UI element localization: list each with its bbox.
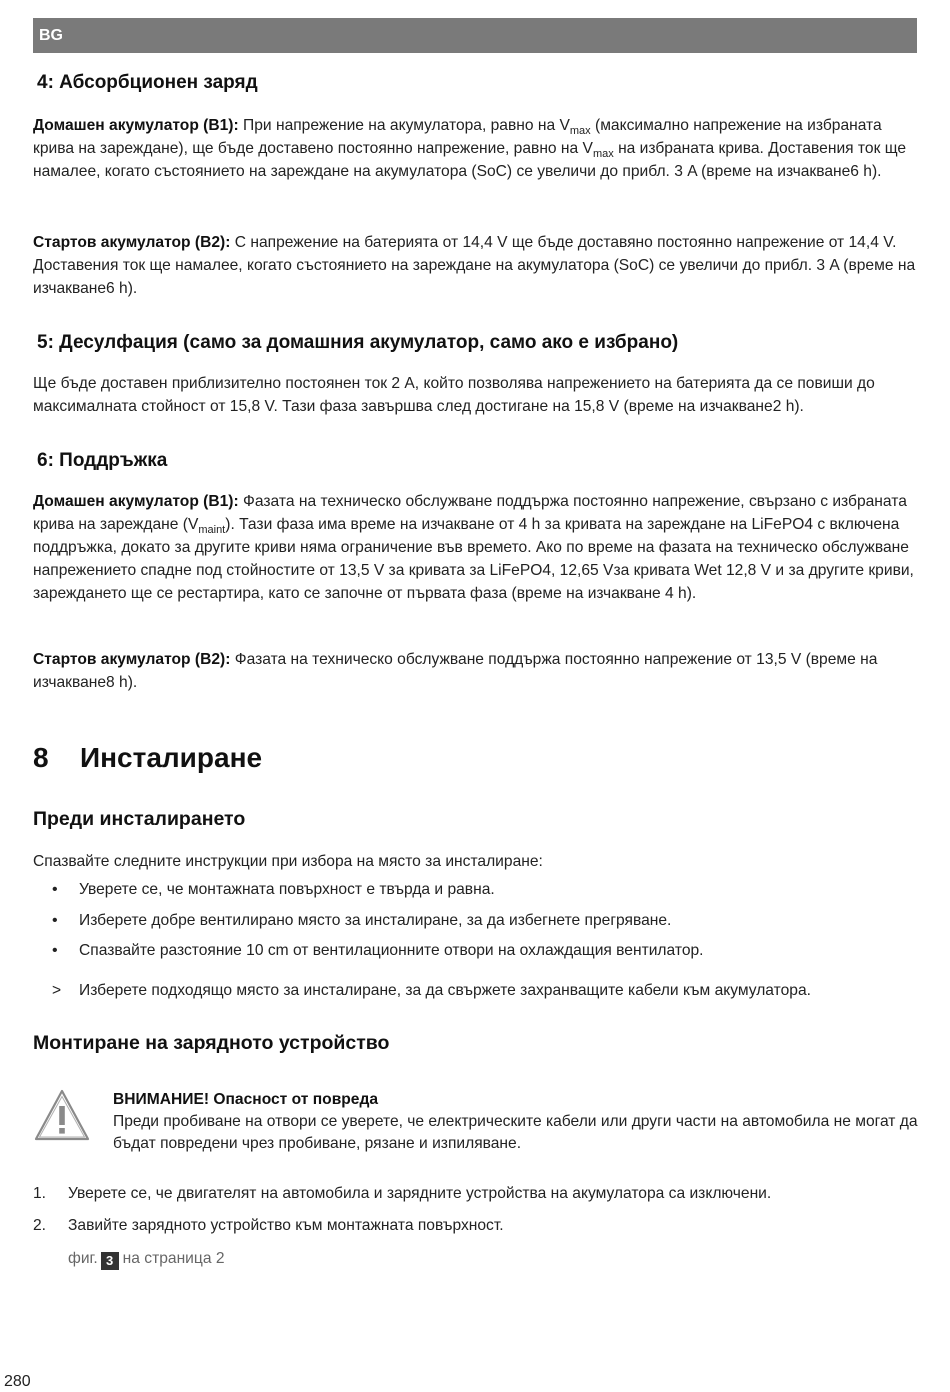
warning-notice [113, 1089, 918, 1155]
section-6-paragraph-b1 [33, 490, 918, 605]
figure-suffix: на страница 2 [122, 1250, 225, 1267]
section-6-paragraph-b2 [33, 648, 918, 694]
page-number: 280 [4, 1373, 31, 1390]
step-number: 1. [33, 1185, 47, 1202]
figure-number-badge: 3 [101, 1252, 119, 1270]
subscript: max [592, 148, 614, 160]
warning-body: Преди пробиване на отвори се уверете, че електрическите кабели или други части на автомобила не могат да бъдат повредени чрез пробиване, рязане и изпиляване. [113, 1113, 918, 1152]
list-item [52, 880, 704, 911]
chapter-title: Инсталиране [80, 742, 263, 773]
section-5-paragraph: Ще бъде доставен приблизително постоянен ток 2 A, който позволява напрежението на батерията да се повиши до максималната стойност от 15,8 V. Тази фаза завършва след достигане на 15,8 V (време на изчакване2 h). [33, 375, 875, 415]
chapter-number: 8 [33, 742, 49, 773]
text-run: Фазата на техническо обслужване поддържа постоянно напрежение от 13,5 V (време на изчакване8 h). [33, 651, 878, 691]
text-run: (максимално напрежение на избраната крива на зареждане), ще бъде доставено постоянно напрежение, равно на V [33, 117, 882, 157]
list-item [52, 911, 704, 942]
action-text: Изберете подходящо място за инсталиране, за да свържете захранващите кабели към акумулатора. [79, 982, 811, 999]
figure-prefix: фиг. [68, 1250, 98, 1267]
mounting-title: Монтиране на зарядното устройство [33, 1032, 390, 1054]
b1-label: Домашен акумулатор (B1): [33, 493, 239, 510]
language-code: BG [39, 27, 63, 44]
step-item [33, 1184, 771, 1216]
step-number: 2. [33, 1217, 47, 1234]
subscript: max [569, 125, 591, 137]
list-item [52, 941, 704, 972]
b2-label: Стартов акумулатор (B2): [33, 651, 231, 668]
requirements-list [52, 880, 704, 972]
before-install-intro: Спазвайте следните инструкции при избора на място за инсталиране: [33, 853, 543, 870]
text-run: Фазата на техническо обслужване поддържа постоянно напрежение, свързано с избраната крива на зареждане (V [33, 493, 907, 533]
figure-reference [68, 1249, 225, 1270]
list-item-text: Уверете се, че монтажната повърхност е твърда и равна. [79, 881, 495, 898]
text-run: С напрежение на батерията от 14,4 V ще бъде доставяно постоянно напрежение от 14,4 V. Доставения ток ще намалее, когато състоянието на зареждане на акумулатора (SoC) се увеличи до прибл. 3 A (време на изчакване6 h). [33, 234, 916, 297]
bullet-icon: • [52, 881, 58, 898]
before-install-title: Преди инсталирането [33, 808, 246, 830]
bullet-icon: • [52, 911, 58, 929]
language-header-bar [33, 18, 917, 53]
text-run: ). Тази фаза има време на изчакване от 4 h за кривата на зареждане на LiFePO4 с включена поддръжка, докато за другите криви няма ограничение във времето. Ако по време на фазата на техническо обслужване напрежението спадне под стойностите от 13,5 V за кривата за LiFePO4, 12,65 Vза кривата Wet 12,8 V и за другите криви, зареждането ще се рестартира, като се започне от първата фаза (време на изчакване 4 h). [33, 516, 914, 602]
section-5-title: 5: Десулфация (само за домашния акумулатор, само ако е избрано) [37, 332, 679, 353]
mounting-steps [33, 1184, 771, 1248]
section-4-paragraph-b2 [33, 231, 918, 300]
list-item-text: Спазвайте разстояние 10 cm от вентилационните отвори на охлаждащия вентилатор. [79, 942, 704, 959]
text-run: на избраната крива. Доставения ток ще намалее, когато състоянието на зареждане на акумулатора (SoC) се увеличи до прибл. 3 A (време на изчакване6 h). [33, 140, 907, 180]
section-4-title: 4: Абсорбционен заряд [37, 72, 258, 93]
step-text: Завийте зарядното устройство към монтажната повърхност. [68, 1217, 504, 1234]
action-step [52, 981, 811, 1001]
section-6-title: 6: Поддръжка [37, 450, 168, 471]
list-item-text: Изберете добре вентилирано място за инсталиране, за да избегнете прегряване. [79, 911, 672, 929]
bullet-icon: • [52, 942, 58, 959]
chapter-heading [33, 742, 262, 774]
warning-title: ВНИМАНИЕ! Опасност от повреда [113, 1091, 379, 1108]
step-text: Уверете се, че двигателят на автомобила и зарядните устройства на акумулатора са изключени. [68, 1185, 772, 1202]
b1-label: Домашен акумулатор (B1): [33, 117, 239, 134]
section-4-paragraph-b1 [33, 114, 918, 183]
step-item [33, 1216, 771, 1248]
b2-label: Стартов акумулатор (B2): [33, 234, 231, 251]
chevron-right-icon: > [52, 982, 62, 999]
warning-triangle-icon [33, 1088, 91, 1142]
text-run: При напрежение на акумулатора, равно на V [238, 117, 570, 134]
subscript: maint [198, 524, 226, 536]
